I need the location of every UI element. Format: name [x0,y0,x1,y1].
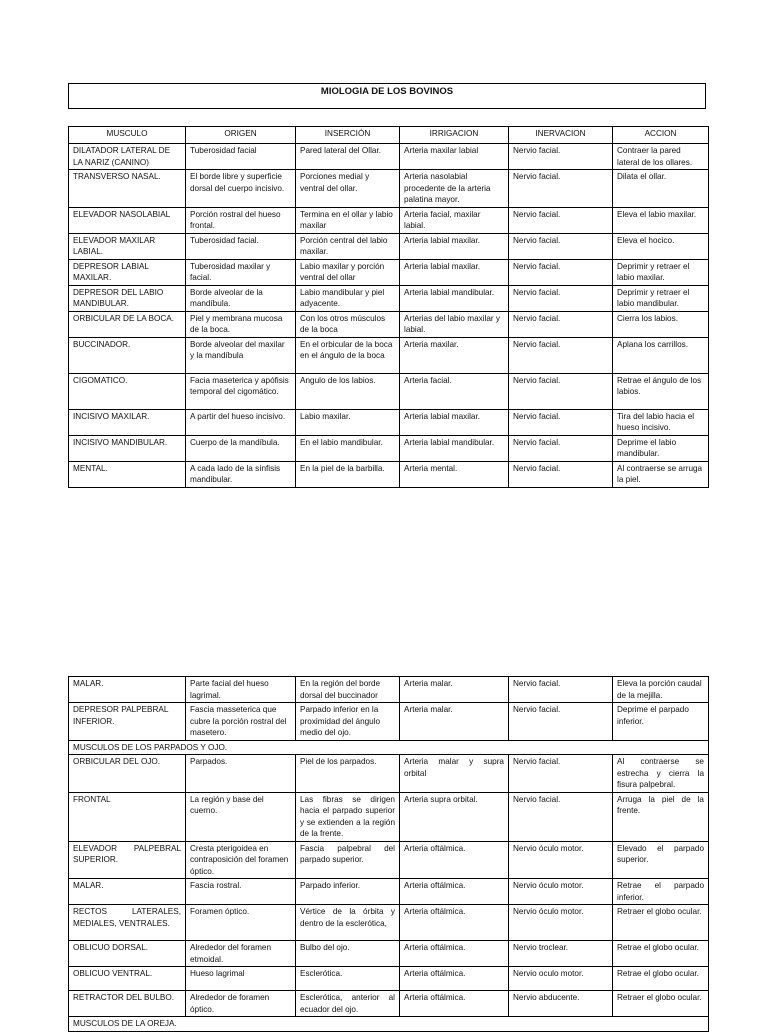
table-cell: BUCCINADOR. [69,337,186,373]
table-cell: Vértice de la órbita y dentro de la esclerótica, [296,905,400,941]
table-cell: Arteria malar y supra orbital [400,755,509,793]
table-cell: Nervio oculo motor. [509,967,613,991]
table-cell: Cuerpo de la mandíbula. [186,435,296,461]
table-cell: RECTOS LATERALES, MEDIALES, VENTRALES. [69,905,186,941]
table-cell: Nervio facial. [509,703,613,741]
table-cell: Labio mandibular y piel adyacente. [296,285,400,311]
table-cell: Nervio facial. [509,792,613,841]
table-row [69,233,709,259]
table-cell: Contraer la pared lateral de los ollares. [613,144,709,170]
table-cell: Arteria maxilar labial [400,144,509,170]
table-cell: MALAR. [69,879,186,905]
table-row [69,435,709,461]
table-cell: Arteria labial maxilar. [400,233,509,259]
table-cell: ELEVADOR MAXILAR LABIAL. [69,233,186,259]
table-cell: Nervio facial. [509,461,613,487]
table-cell: Nervio facial. [509,677,613,703]
table-cell: En el orbicular de la boca en el ángulo de la boca [296,337,400,373]
table-cell: En la piel de la barbilla. [296,461,400,487]
table-cell: Las fibras se dirigen hacia el parpado superior y se extienden a la región de la frente. [296,792,400,841]
table-row [69,207,709,233]
table-cell: MENTAL. [69,461,186,487]
header-origen: ORIGEN [186,127,296,144]
table-cell: Labio maxilar y porción ventral del ollar [296,259,400,285]
table-cell: Retrae el globo ocular. [613,967,709,991]
table-row [69,144,709,170]
header-inervacion: INERVACION [509,127,613,144]
header-irrigacion: IRRIGACION [400,127,509,144]
table-cell: Nervio facial. [509,311,613,337]
table-cell: Arteria facial, maxilar labial. [400,207,509,233]
table-cell: CIGOMATICO. [69,373,186,409]
table-cell: Piel de los parpados. [296,755,400,793]
table-cell: Parpado inferior. [296,879,400,905]
table-cell: Deprimir y retraer el labio mandibular. [613,285,709,311]
muscle-table-1 [68,126,709,488]
table-row [69,337,709,373]
table-row [69,373,709,409]
table-cell: DILATADOR LATERAL DE LA NARIZ (CANINO) [69,144,186,170]
table-cell: Arteria labial maxilar. [400,409,509,435]
table-cell: Arteria oftálmica. [400,967,509,991]
table-cell: Cierra los labios. [613,311,709,337]
section-heading: MUSCULOS DE LOS PARPADOS Y OJO. [69,740,709,755]
table-cell: Aplana los carrillos. [613,337,709,373]
table-cell: Arteria facial. [400,373,509,409]
table-cell: Esclerótica. [296,967,400,991]
table-cell: Parpado inferior en la proximidad del ángulo medio del ojo. [296,703,400,741]
muscle-table-2 [68,676,709,1032]
table-cell: Tuberosidad maxilar y facial. [186,259,296,285]
table-cell: Arteria supra orbital. [400,792,509,841]
table-cell: Eleva el labio maxilar. [613,207,709,233]
table-cell: TRANSVERSO NASAL. [69,170,186,208]
section-row [69,740,709,755]
table-cell: La región y base del cuerno. [186,792,296,841]
table-cell: Nervio abducente. [509,991,613,1017]
table-cell: RETRACTOR DEL BULBO. [69,991,186,1017]
table-cell: ELEVADOR NASOLABIAL [69,207,186,233]
table-cell: Borde alveolar del maxilar y la mandíbula [186,337,296,373]
table-row [69,259,709,285]
table-cell: DEPRESOR LABIAL MAXILAR. [69,259,186,285]
table-cell: Parpados. [186,755,296,793]
table-cell: A cada lado de la sínfisis mandibular. [186,461,296,487]
table-cell: Nervio facial. [509,144,613,170]
table-cell: Arteria maxilar. [400,337,509,373]
table-cell: Retrae el ángulo de los labios. [613,373,709,409]
table-cell: Angulo de los labios. [296,373,400,409]
table-cell: Esclerótica, anterior al ecuador del ojo. [296,991,400,1017]
table-cell: Arteria mental. [400,461,509,487]
table-row [69,941,709,967]
table-cell: OBLICUO VENTRAL. [69,967,186,991]
table-cell: Arteria labial mandibular. [400,435,509,461]
table-cell: Arteria labial mandibular. [400,285,509,311]
table-row [69,311,709,337]
table-row [69,879,709,905]
table-row [69,409,709,435]
table-cell: Fascia rostral. [186,879,296,905]
table-cell: Arteria malar. [400,703,509,741]
table-cell: Arteria oftálmica. [400,905,509,941]
table-cell: Borde alveolar de la mandíbula. [186,285,296,311]
table-row [69,285,709,311]
table-cell: Nervio facial. [509,285,613,311]
table-cell: Arteria oftálmica. [400,841,509,879]
table-cell: Arruga la piel de la frente. [613,792,709,841]
header-musculo: MUSCULO [69,127,186,144]
table-cell: Al contraerse se estrecha y cierra la fisura palpebral. [613,755,709,793]
table-cell: Nervio facial. [509,435,613,461]
table-cell: Bulbo del ojo. [296,941,400,967]
table-cell: Alrededor de foramen óptico. [186,991,296,1017]
table-row [69,905,709,941]
table-cell: Foramen óptico. [186,905,296,941]
table-cell: Arteria malar. [400,677,509,703]
table-cell: Arteria nasolabial procedente de la arteria palatina mayor. [400,170,509,208]
table-cell: Nervio óculo motor. [509,841,613,879]
table-cell: Porción central del labio maxilar. [296,233,400,259]
table-cell: Fascia palpebral del parpado superior. [296,841,400,879]
table-row [69,677,709,703]
table-header-row [69,127,709,144]
table-cell: Al contraerse se arruga la piel. [613,461,709,487]
table-cell: Deprimir y retraer el labio maxilar. [613,259,709,285]
table-cell: Con los otros músculos de la boca [296,311,400,337]
table-cell: A partir del hueso incisivo. [186,409,296,435]
table-cell: Nervio facial. [509,373,613,409]
table-cell: Retrae el globo ocular. [613,941,709,967]
table-cell: Eleva la porción caudal de la mejilla. [613,677,709,703]
table-cell: Facia maseterica y apófisis temporal del cigomático. [186,373,296,409]
table-cell: El borde libre y superficie dorsal del cuerpo incisivo. [186,170,296,208]
table-cell: Retraer el globo ocular. [613,991,709,1017]
table-cell: INCISIVO MANDIBULAR. [69,435,186,461]
table-cell: Parte facial del hueso lagrimal. [186,677,296,703]
table-row [69,967,709,991]
table-cell: Arteria oftálmica. [400,879,509,905]
table-cell: Fascia masseterica que cubre la porción rostral del masetero. [186,703,296,741]
section-heading: MUSCULOS DE LA OREJA. [69,1017,709,1032]
table-cell: ELEVADOR PALPEBRAL SUPERIOR. [69,841,186,879]
table-cell: Arteria oftálmica. [400,941,509,967]
table-cell: Nervio facial. [509,170,613,208]
table-cell: Hueso lagrimal [186,967,296,991]
table-cell: Arterias del labio maxilar y labial. [400,311,509,337]
table-cell: ORBICULAR DE LA BOCA. [69,311,186,337]
table-row [69,755,709,793]
table-row [69,461,709,487]
table-cell: DEPRESOR PALPEBRAL INFERIOR. [69,703,186,741]
document-title: MIOLOGIA DE LOS BOVINOS [68,83,706,109]
table-cell: Nervio facial. [509,755,613,793]
table-cell: En el labio mandibular. [296,435,400,461]
table-cell: Termina en el ollar y labio maxilar [296,207,400,233]
table-row [69,991,709,1017]
table-cell: Arteria labial maxilar. [400,259,509,285]
table-cell: Cresta pterigoidea en contraposición del foramen óptico. [186,841,296,879]
table-cell: Retrae el parpado inferior. [613,879,709,905]
table-row [69,792,709,841]
table-cell: Labio maxilar. [296,409,400,435]
table-cell: Arteria oftálmica. [400,991,509,1017]
table-cell: Nervio facial. [509,233,613,259]
table-row [69,703,709,741]
table-cell: Nervio facial. [509,337,613,373]
header-insercion: INSERCIÓN [296,127,400,144]
table-cell: Nervio óculo motor. [509,879,613,905]
table-cell: Nervio facial. [509,207,613,233]
table-cell: Elevado el parpado superior. [613,841,709,879]
table-cell: Pared lateral del Ollar. [296,144,400,170]
table-cell: Porción rostral del hueso frontal. [186,207,296,233]
table-cell: Nervio troclear. [509,941,613,967]
table-cell: Alrededor del foramen etmoidal. [186,941,296,967]
table-cell: Tira del labio hacia el hueso incisivo. [613,409,709,435]
table-cell: OBLICUO DORSAL. [69,941,186,967]
table-cell: Tuberosidad facial. [186,233,296,259]
table-cell: Deprime el labio mandibular. [613,435,709,461]
table-cell: Porciones medial y ventral del ollar. [296,170,400,208]
table-cell: INCISIVO MAXILAR. [69,409,186,435]
table-cell: MALAR. [69,677,186,703]
table-cell: Deprime el parpado inferior. [613,703,709,741]
table-row [69,841,709,879]
table-cell: En la región del borde dorsal del buccinador [296,677,400,703]
table-cell: Nervio facial. [509,259,613,285]
header-accion: ACCION [613,127,709,144]
table-cell: Retraer el globo ocular. [613,905,709,941]
table-cell: Eleva el hocico. [613,233,709,259]
table-cell: Piel y membrana mucosa de la boca. [186,311,296,337]
table-cell: DEPRESOR DEL LABIO MANDIBULAR. [69,285,186,311]
table-cell: Nervio facial. [509,409,613,435]
table-cell: Tuberosidad facial [186,144,296,170]
table-cell: FRONTAL [69,792,186,841]
table-row [69,170,709,208]
table-cell: Nervio óculo motor. [509,905,613,941]
table-cell: Dilata el ollar. [613,170,709,208]
table-cell: ORBICULAR DEL OJO. [69,755,186,793]
